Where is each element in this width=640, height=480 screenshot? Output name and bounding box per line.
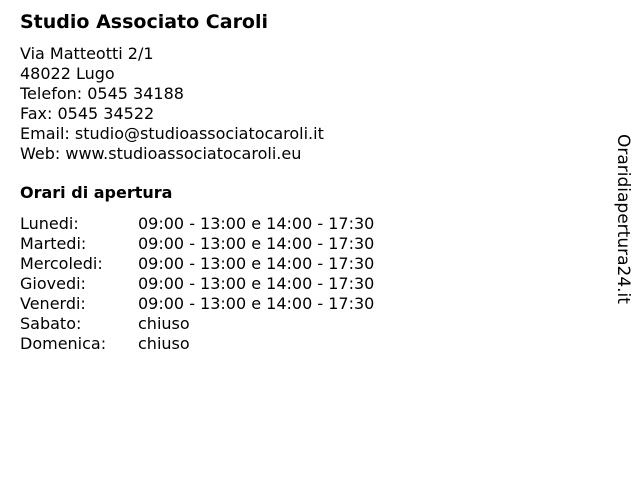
fax-line: Fax: 0545 34522	[20, 104, 155, 123]
day-label: Sabato:	[20, 314, 82, 333]
email-line: Email: studio@studioassociatocaroli.it	[20, 124, 324, 143]
time-value: chiuso	[138, 334, 190, 353]
time-value: 09:00 - 13:00 e 14:00 - 17:30	[138, 234, 375, 253]
day-label: Mercoledi:	[20, 254, 103, 273]
contact-block	[20, 44, 324, 164]
day-label: Lunedi:	[20, 214, 79, 233]
opening-hours-heading: Orari di apertura	[20, 183, 173, 202]
phone-line: Telefon: 0545 34188	[20, 84, 184, 103]
day-label: Giovedi:	[20, 274, 86, 293]
time-value: 09:00 - 13:00 e 14:00 - 17:30	[138, 254, 375, 273]
time-value: 09:00 - 13:00 e 14:00 - 17:30	[138, 294, 375, 313]
day-label: Domenica:	[20, 334, 107, 353]
address-city: 48022 Lugo	[20, 64, 115, 83]
time-value: 09:00 - 13:00 e 14:00 - 17:30	[138, 214, 375, 233]
site-watermark	[610, 134, 636, 308]
day-label: Martedi:	[20, 234, 87, 253]
time-value: chiuso	[138, 314, 190, 333]
watermark-text: Oraridiapertura24.it	[613, 134, 633, 304]
time-value: 09:00 - 13:00 e 14:00 - 17:30	[138, 274, 375, 293]
business-name: Studio Associato Caroli	[20, 11, 269, 33]
web-line: Web: www.studioassociatocaroli.eu	[20, 144, 302, 163]
address-street: Via Matteotti 2/1	[20, 44, 154, 63]
day-label: Venerdi:	[20, 294, 86, 313]
